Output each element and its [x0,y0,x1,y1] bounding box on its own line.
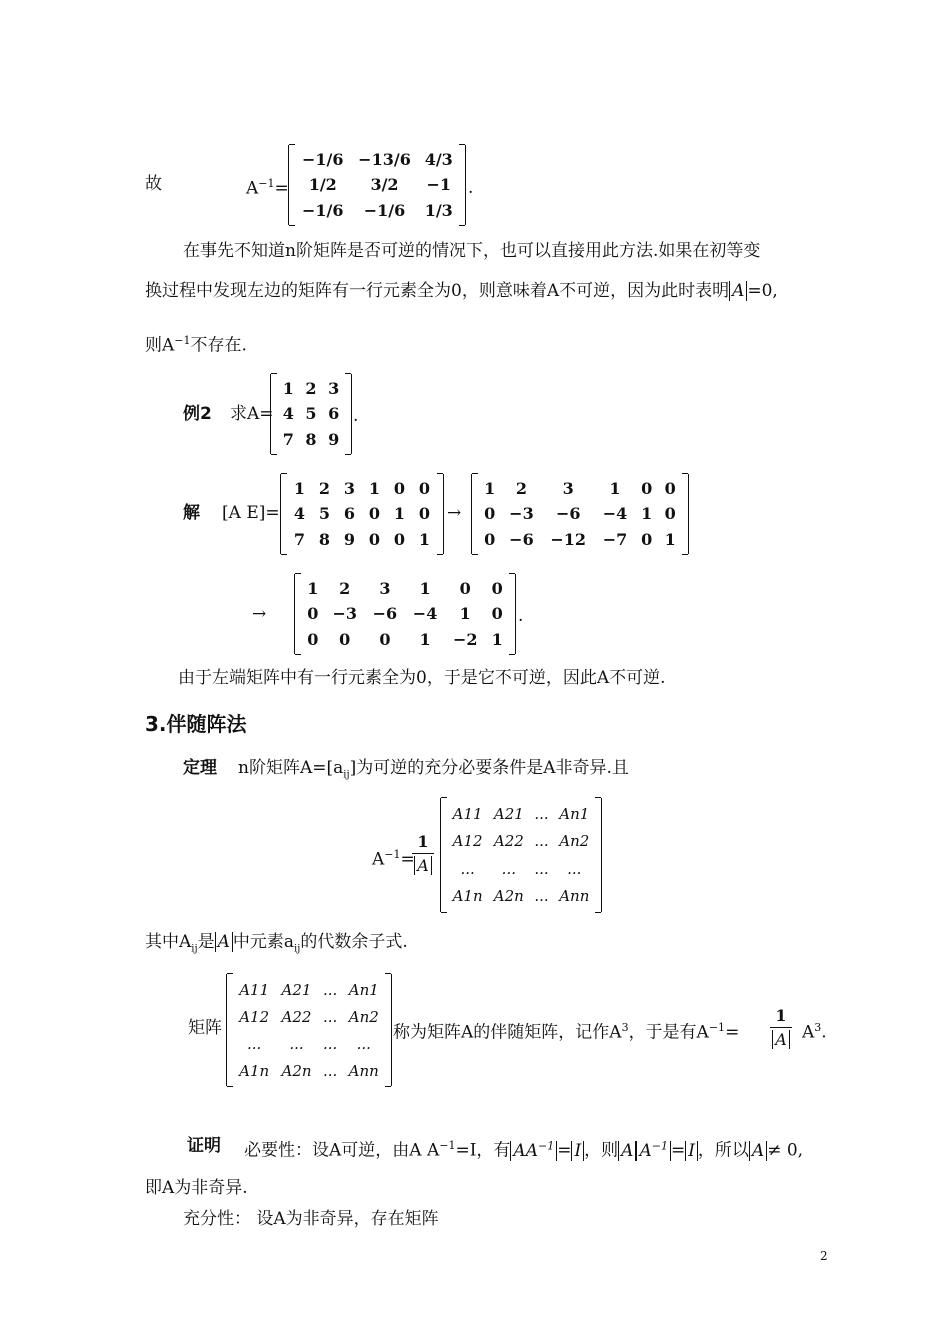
inverse-label: $A^{-1}=$ [246,177,289,199]
matrix-cell: 1 [459,604,471,624]
matrix-cell: A11 [452,804,483,823]
matrix-cell: 0 [491,579,503,599]
matrix-cell: −13/6 [358,150,411,170]
matrix-cell: A12 [239,1007,270,1026]
matrix-cell: A11 [239,980,270,999]
matrix-cell: A22 [281,1007,312,1026]
matrix-cell: 6 [343,504,356,524]
matrix-cell: 6 [328,404,340,424]
proof-label: 证明 [187,1136,221,1156]
inverse-matrix [288,145,466,225]
matrix-cell: 0 [484,504,496,524]
period: . [353,406,359,426]
matrix-cell: 7 [282,429,294,449]
matrix-cell: An2 [559,832,590,851]
matrix-cell: −3 [509,504,534,524]
example-matrix [270,374,352,454]
augmented-matrix-1 [280,474,444,554]
conclusion: 由于左端矩阵中有一行元素全为0，于是它不可逆，因此A不可逆. [178,668,666,688]
page-number: 2 [820,1249,828,1263]
matrix-cell: 1 [368,479,381,499]
arrow: → [447,503,462,523]
matrix-cell: 9 [343,529,356,549]
matrix-cell: 1/3 [424,200,453,220]
matrix-cell: A2n [493,887,524,906]
example-label: 例2 [183,404,212,424]
matrix-cell: 4 [282,404,294,424]
matrix-cell: 0 [379,629,391,649]
matrix-cell: ... [534,859,549,878]
matrix-cell: 0 [418,479,431,499]
adjugate-text: 称为矩阵A的伴随矩阵，记作$A^3$，于是有$A^{-1}=$ [393,1021,740,1043]
para1-line1: 在事先不知道n阶矩阵是否可逆的情况下，也可以直接用此方法.如果在初等变 [183,241,761,261]
matrix-cell: 0 [393,479,406,499]
matrix-cell: ... [322,1007,338,1026]
matrix-cell: 0 [664,504,676,524]
matrix-cell: A21 [493,804,524,823]
matrix-cell: −3 [332,604,357,624]
matrix-cell: 0 [393,529,406,549]
fraction: 1 A [770,1006,792,1049]
matrix-cell: A21 [281,980,312,999]
solution-label: 解 [183,503,200,523]
sufficiency-line: 充分性： 设A为非奇异，存在矩阵 [183,1209,439,1229]
matrix-cell: 1 [609,479,621,499]
period: . [518,606,524,626]
matrix-cell: 3 [328,379,340,399]
matrix-cell: 5 [318,504,331,524]
period: . [468,178,474,198]
matrix-cell: −1 [426,175,452,195]
matrix-cell: −1/6 [301,200,344,220]
matrix-cell: Ann [348,1061,379,1080]
matrix-cell: A22 [493,832,524,851]
matrix-cell: 9 [328,429,340,449]
matrix-cell: An2 [348,1007,379,1026]
matrix-cell: 1 [641,504,653,524]
matrix-cell: Ann [559,887,590,906]
matrix-cell: 0 [641,529,653,549]
matrix-cell: −4 [602,504,628,524]
matrix-cell: 2 [305,379,317,399]
matrix-cell: ... [501,859,516,878]
matrix-cell: ... [289,1034,304,1053]
matrix-cell: ... [322,980,338,999]
matrix-cell: ... [322,1034,338,1053]
matrix-cell: 7 [293,529,306,549]
matrix-cell: 4 [293,504,306,524]
matrix-cell: 5 [305,404,317,424]
matrix-cell: A2n [281,1061,312,1080]
matrix-cell: A12 [452,832,483,851]
para1-line3: 则$A^{-1}$不存在. [145,334,247,356]
matrix-label: 矩阵 [188,1018,222,1038]
matrix-cell: 2 [318,479,331,499]
matrix-cell: ... [247,1034,262,1053]
gu-word: 故 [145,174,162,194]
adjugate-matrix [440,798,602,912]
theorem-text: n阶矩阵$A=[a_{ij}]$为可逆的充分必要条件是A非奇异.且 [238,758,629,781]
matrix-cell: 0 [641,479,653,499]
para1-line2: 换过程中发现左边的矩阵有一行元素全为0，则意味着A不可逆，因为此时表明 A =0, [145,281,778,301]
matrix-cell: 8 [318,529,331,549]
matrix-cell: 0 [307,629,319,649]
matrix-cell: A1n [452,887,483,906]
matrix-cell: −6 [555,504,581,524]
section-heading: 3.伴随阵法 [145,712,247,736]
matrix-cell: 0 [368,529,381,549]
matrix-cell: ... [534,887,549,906]
matrix-cell: 0 [307,604,319,624]
matrix-cell: ... [534,804,549,823]
matrix-cell: 1 [484,479,496,499]
matrix-cell: 0 [418,504,431,524]
where-line: 其中$A_{ij}$是 A 中元素$a_{ij}$的代数余子式. [145,932,408,955]
example-text: 求A= [230,404,274,424]
matrix-cell: 1 [418,529,431,549]
matrix-cell: ... [322,1061,338,1080]
matrix-cell: 0 [339,629,351,649]
matrix-cell: 1 [419,579,431,599]
matrix-cell: An1 [348,980,379,999]
matrix-cell: 1 [419,629,431,649]
matrix-cell: 0 [368,504,381,524]
matrix-cell: 1 [664,529,676,549]
matrix-cell: 1 [307,579,319,599]
matrix-cell: 4/3 [424,150,453,170]
matrix-cell: −4 [412,604,438,624]
matrix-cell: −6 [509,529,534,549]
adjugate-end: $A^3$. [802,1021,827,1043]
matrix-cell: −2 [452,629,478,649]
matrix-cell: −1/6 [301,150,344,170]
matrix-cell: 1 [491,629,503,649]
matrix-cell: −7 [602,529,628,549]
fraction: 1 A [412,832,434,875]
matrix-cell: −1/6 [363,200,406,220]
matrix-cell: An1 [559,804,590,823]
matrix-cell: 0 [491,604,503,624]
matrix-cell: 0 [664,479,676,499]
matrix-cell: A1n [239,1061,270,1080]
matrix-cell: −6 [372,604,398,624]
matrix-cell: ... [567,859,582,878]
matrix-cell: 1/2 [308,175,337,195]
inverse-label: $A^{-1}=$ [372,848,415,870]
matrix-cell: 2 [515,479,528,499]
matrix-cell: ... [460,859,475,878]
matrix-cell: 3 [379,579,391,599]
matrix-cell: 2 [339,579,351,599]
matrix-cell: ... [356,1034,371,1053]
theorem-label: 定理 [183,758,217,778]
augmented-matrix-3 [294,574,516,654]
matrix-cell: 1 [393,504,406,524]
proof-line1: 必要性：设A可逆，由A $A^{-1}=I$，有 $AA^{-1} = I$ ，则 A $A^{-1} = I$ ，所以 A ≠ 0, [244,1139,804,1161]
adjugate-matrix-2 [226,974,392,1086]
matrix-cell: 3 [562,479,574,499]
proof-line2: 即A为非奇异. [145,1178,248,1198]
matrix-cell: 0 [459,579,471,599]
arrow: → [252,604,267,624]
matrix-cell: ... [534,832,549,851]
augmented-matrix-2 [471,474,689,554]
solution-text: [A E]= [222,503,280,523]
matrix-cell: 8 [305,429,317,449]
matrix-cell: 0 [484,529,496,549]
matrix-cell: 1 [282,379,294,399]
matrix-cell: 3/2 [370,175,399,195]
matrix-cell: 1 [293,479,306,499]
matrix-cell: 3 [343,479,356,499]
matrix-cell: −12 [550,529,587,549]
